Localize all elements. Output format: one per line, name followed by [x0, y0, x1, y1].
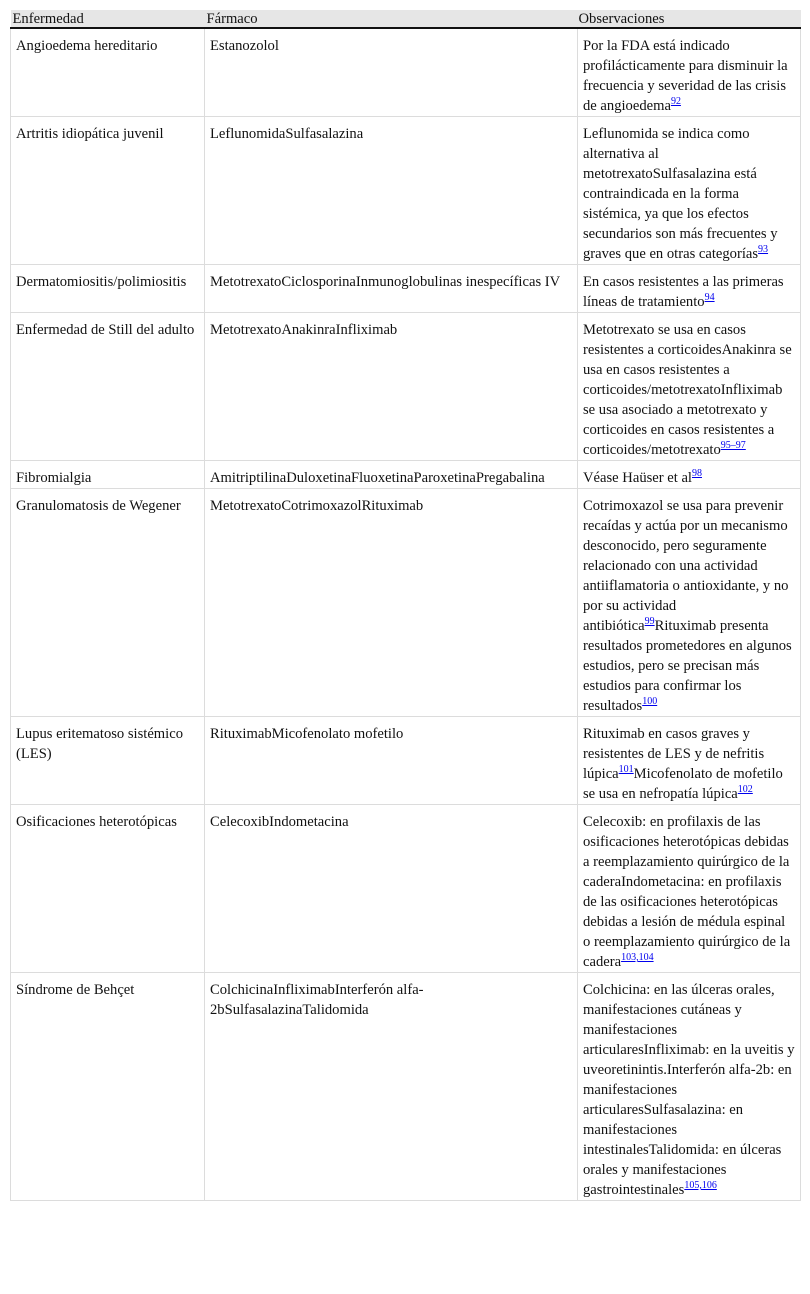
cell-drug: MetotrexatoAnakinraInfliximab — [205, 313, 578, 461]
reference-superscript — [621, 952, 654, 963]
table-row — [11, 489, 801, 717]
table-row — [11, 117, 801, 265]
observation-text: Celecoxib: en profilaxis de las osificaciones heterotópicas debidas a reemplazamiento quirúrgico de la caderaIndometacina: en profilaxis de las osificaciones heterotópicas debidas a lesión de médula espinal o reemplazamiento quirúrgico de la cadera — [583, 814, 791, 970]
cell-drug: MetotrexatoCotrimoxazolRituximab — [205, 489, 578, 717]
cell-drug: CelecoxibIndometacina — [205, 805, 578, 973]
cell-observations — [578, 461, 801, 489]
cell-observations — [578, 805, 801, 973]
cell-disease: Síndrome de Behçet — [11, 973, 205, 1201]
observation-text: Cotrimoxazol se usa para prevenir recaídas y actúa por un mecanismo desconocido, pero seguramente relacionado con una actividad antiiflamatoria o antioxidante, y no por su actividad antibiótica — [583, 498, 789, 634]
table-row — [11, 313, 801, 461]
reference-link[interactable]: 99 — [644, 616, 655, 627]
drug-table — [10, 10, 801, 1201]
table-row — [11, 973, 801, 1201]
table-row — [11, 265, 801, 313]
observation-text: Rituximab en casos graves y resistentes de LES y de nefritis lúpica — [583, 726, 765, 782]
cell-observations — [578, 717, 801, 805]
cell-disease: Angioedema hereditario — [11, 28, 205, 117]
observation-text: Véase Haüser et al — [583, 470, 692, 486]
cell-observations — [578, 973, 801, 1201]
reference-superscript — [692, 468, 702, 479]
reference-superscript — [671, 96, 681, 107]
header-farmaco: Fármaco — [205, 10, 578, 28]
cell-observations — [578, 28, 801, 117]
reference-link[interactable]: 101 — [618, 764, 634, 775]
reference-superscript — [645, 616, 655, 627]
reference-superscript — [619, 764, 634, 775]
cell-disease: Dermatomiositis/polimiositis — [11, 265, 205, 313]
reference-link[interactable]: 95–97 — [720, 440, 746, 451]
cell-observations — [578, 489, 801, 717]
reference-link[interactable]: 94 — [704, 292, 715, 303]
cell-drug: LeflunomidaSulfasalazina — [205, 117, 578, 265]
cell-drug: ColchicinaInfliximabInterferón alfa-2bSulfasalazinaTalidomida — [205, 973, 578, 1201]
reference-link[interactable]: 105,106 — [684, 1180, 717, 1191]
table-row — [11, 717, 801, 805]
cell-observations — [578, 313, 801, 461]
reference-link[interactable]: 103,104 — [621, 952, 654, 963]
reference-link[interactable]: 93 — [758, 244, 769, 255]
reference-superscript — [738, 784, 753, 795]
cell-drug: AmitriptilinaDuloxetinaFluoxetinaParoxetinaPregabalina — [205, 461, 578, 489]
cell-disease: Artritis idiopática juvenil — [11, 117, 205, 265]
cell-drug: RituximabMicofenolato mofetilo — [205, 717, 578, 805]
reference-superscript — [758, 244, 768, 255]
cell-observations — [578, 117, 801, 265]
header-row — [11, 10, 801, 28]
cell-disease: Osificaciones heterotópicas — [11, 805, 205, 973]
observation-text: Metotrexato se usa en casos resistentes a corticoidesAnakinra se usa en casos resistentes a corticoides/metotrexatoInfliximab se usa asociado a metotrexato y corticoides en casos resistentes a corticoides/metotrexato — [583, 322, 792, 458]
reference-superscript — [684, 1180, 717, 1191]
reference-link[interactable]: 92 — [670, 96, 681, 107]
cell-disease: Enfermedad de Still del adulto — [11, 313, 205, 461]
reference-superscript — [705, 292, 715, 303]
header-observaciones: Observaciones — [578, 10, 801, 28]
reference-superscript — [642, 696, 657, 707]
observation-text: Por la FDA está indicado profilácticamente para disminuir la frecuencia y severidad de las crisis de angioedema — [583, 38, 788, 114]
reference-link[interactable]: 100 — [642, 696, 658, 707]
cell-drug: MetotrexatoCiclosporinaInmunoglobulinas inespecíficas IV — [205, 265, 578, 313]
reference-link[interactable]: 102 — [737, 784, 753, 795]
header-enfermedad: Enfermedad — [11, 10, 205, 28]
cell-disease: Lupus eritematoso sistémico (LES) — [11, 717, 205, 805]
table-body — [11, 28, 801, 1201]
observation-text: En casos resistentes a las primeras líneas de tratamiento — [583, 274, 784, 310]
reference-superscript — [721, 440, 746, 451]
table-row — [11, 461, 801, 489]
cell-observations — [578, 265, 801, 313]
cell-drug: Estanozolol — [205, 28, 578, 117]
table-row — [11, 28, 801, 117]
observation-text: Colchicina: en las úlceras orales, manifestaciones cutáneas y manifestaciones articularesInfliximab: en la uveitis y uveoretinintis.Interferón alfa-2b: en manifestaciones articularesSulfasalazina: en manifestaciones intestinalesTalidomida: en úlceras orales y manifestaciones gastrointestinales — [583, 982, 795, 1198]
table-row — [11, 805, 801, 973]
cell-disease: Granulomatosis de Wegener — [11, 489, 205, 717]
observation-text: Micofenolato de mofetilo se usa en nefropatía lúpica — [583, 766, 783, 802]
observation-text: Rituximab presenta resultados prometedores en algunos estudios, pero se precisan más estudios para confirmar los resultados — [583, 618, 792, 714]
cell-disease: Fibromialgia — [11, 461, 205, 489]
observation-text: Leflunomida se indica como alternativa al metotrexatoSulfasalazina está contraindicada en la forma sistémica, ya que los efectos secundarios son más frecuentes y graves que en otras categorías — [583, 126, 778, 262]
reference-link[interactable]: 98 — [692, 468, 702, 479]
